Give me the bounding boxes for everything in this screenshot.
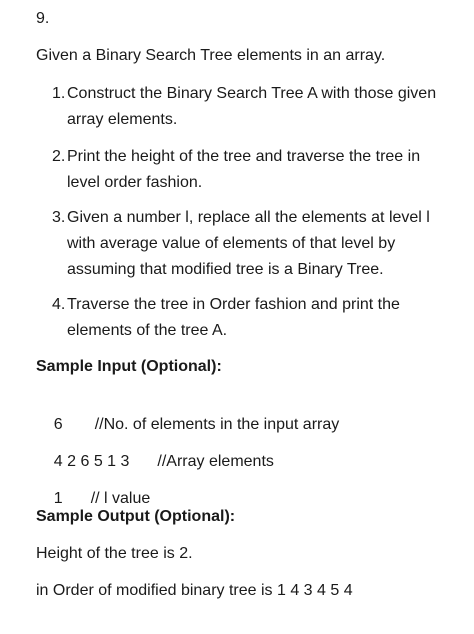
task-text: Print the height of the tree and traverse the tree in level order fashion.	[67, 148, 421, 191]
task-text: Given a number l, replace all the elements at level l with average value of elements of that level by assuming that modified tree is a Binary Tree.	[67, 209, 430, 278]
sample-output-line: in Order of modified binary tree is 1 4 3 4 5 4	[36, 582, 353, 599]
task-item	[52, 81, 452, 133]
sample-output-heading: Sample Output (Optional):	[36, 508, 236, 525]
sample-input-comment: //No. of elements in the input array	[94, 416, 340, 433]
task-text: Traverse the tree in Order fashion and print the elements of the tree A.	[67, 296, 400, 339]
task-number: 4.	[52, 296, 66, 313]
question-intro: Given a Binary Search Tree elements in an array.	[36, 47, 386, 64]
sample-output-line: Height of the tree is 2.	[36, 545, 193, 562]
task-text: Construct the Binary Search Tree A with those given array elements.	[67, 85, 437, 128]
question-number: 9.	[36, 10, 50, 27]
task-item	[52, 205, 452, 283]
sample-input-value: 6	[53, 416, 63, 433]
sample-input-value: 4 2 6 5 1 3	[53, 453, 130, 470]
sample-input-comment: //Array elements	[157, 453, 274, 470]
sample-input-heading: Sample Input (Optional):	[36, 358, 222, 375]
sample-input-comment: // l value	[90, 490, 151, 507]
task-number: 1.	[52, 85, 66, 102]
task-item	[52, 292, 452, 344]
task-item	[52, 144, 452, 196]
task-number: 2.	[52, 148, 66, 165]
sample-input-value: 1	[53, 490, 63, 507]
task-number: 3.	[52, 209, 66, 226]
